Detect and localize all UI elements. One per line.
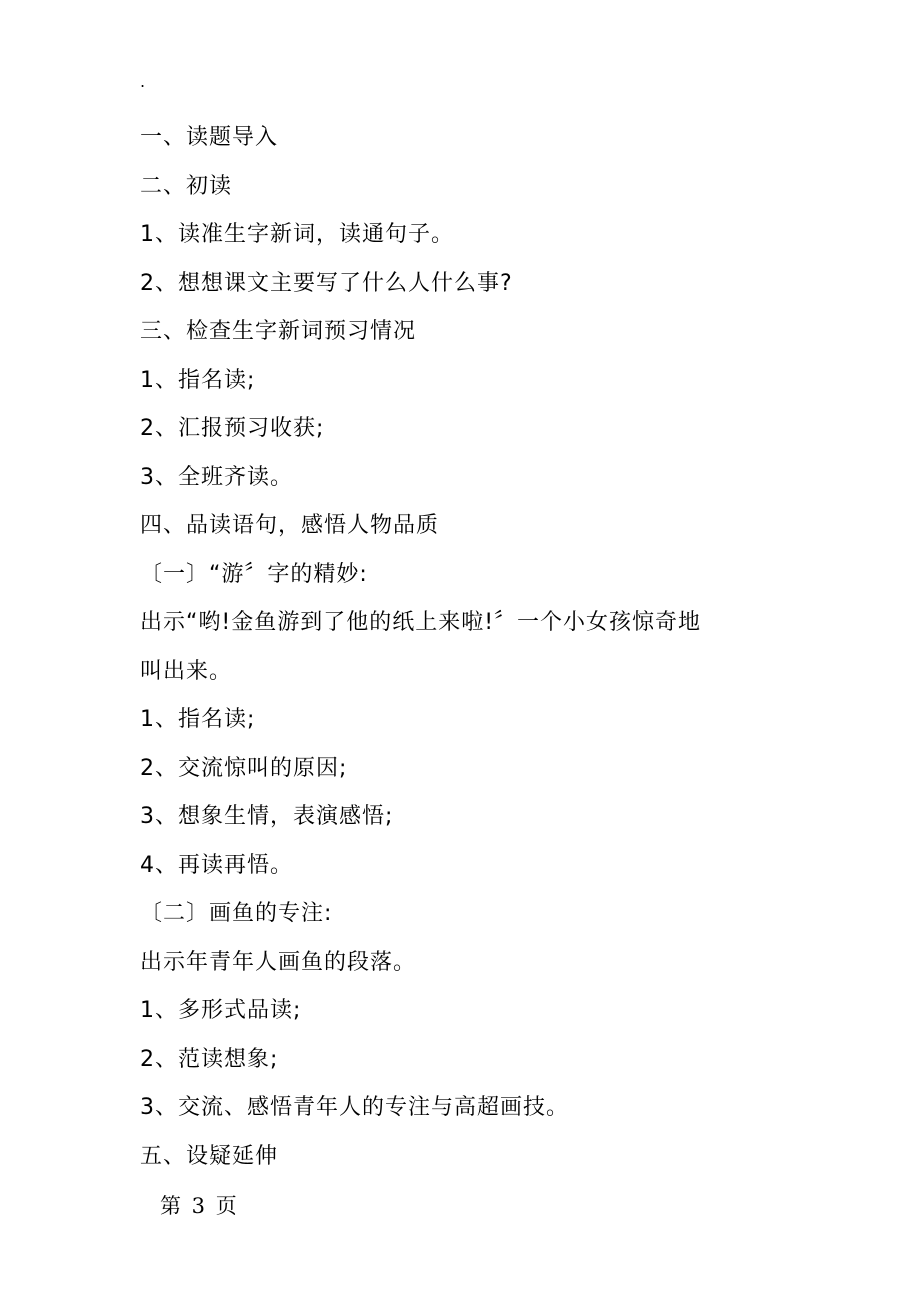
lesson-plan-text — [140, 114, 780, 1181]
text-line: 1、指名读; — [140, 707, 256, 732]
text-line: 2、交流惊叫的原因; — [140, 755, 348, 781]
text-line: 1、多形式品读; — [140, 998, 302, 1023]
text-line: 3、想象生情，表演感悟; — [140, 804, 394, 829]
text-line: 2、想想课文主要写了什么人什么事? — [140, 270, 513, 296]
page-number: 第 3 页 — [160, 1194, 239, 1218]
text-line: 4、再读再悟。 — [140, 852, 293, 878]
text-line: 出示年青年人画鱼的段落。 — [140, 949, 417, 975]
text-line: 二、初读 — [140, 173, 233, 199]
text-line: 1、读准生字新词，读通句子。 — [140, 222, 454, 247]
text-line: 3、全班齐读。 — [140, 464, 293, 490]
text-line: 出示“哟!金鱼游到了他的纸上来啦!〞一个小女孩惊奇地 — [140, 610, 702, 635]
text-line: 一、读题导入 — [140, 125, 279, 150]
text-line: 1、指名读; — [140, 367, 256, 393]
text-line: 3、交流、感悟青年人的专注与高超画技。 — [140, 1095, 569, 1120]
text-line: 〔一〕“游〞字的精妙: — [140, 561, 368, 587]
text-line: 叫出来。 — [140, 658, 233, 684]
text-line: 五、设疑延伸 — [140, 1143, 279, 1169]
header-mark: . — [140, 72, 146, 91]
text-line: 2、范读想象; — [140, 1046, 279, 1072]
text-line: 四、品读语句，感悟人物品质 — [140, 513, 440, 538]
text-line: 〔二〕画鱼的专注: — [140, 901, 333, 926]
text-line: 2、汇报预习收获; — [140, 416, 325, 441]
text-line: 三、检查生字新词预习情况 — [140, 319, 417, 344]
